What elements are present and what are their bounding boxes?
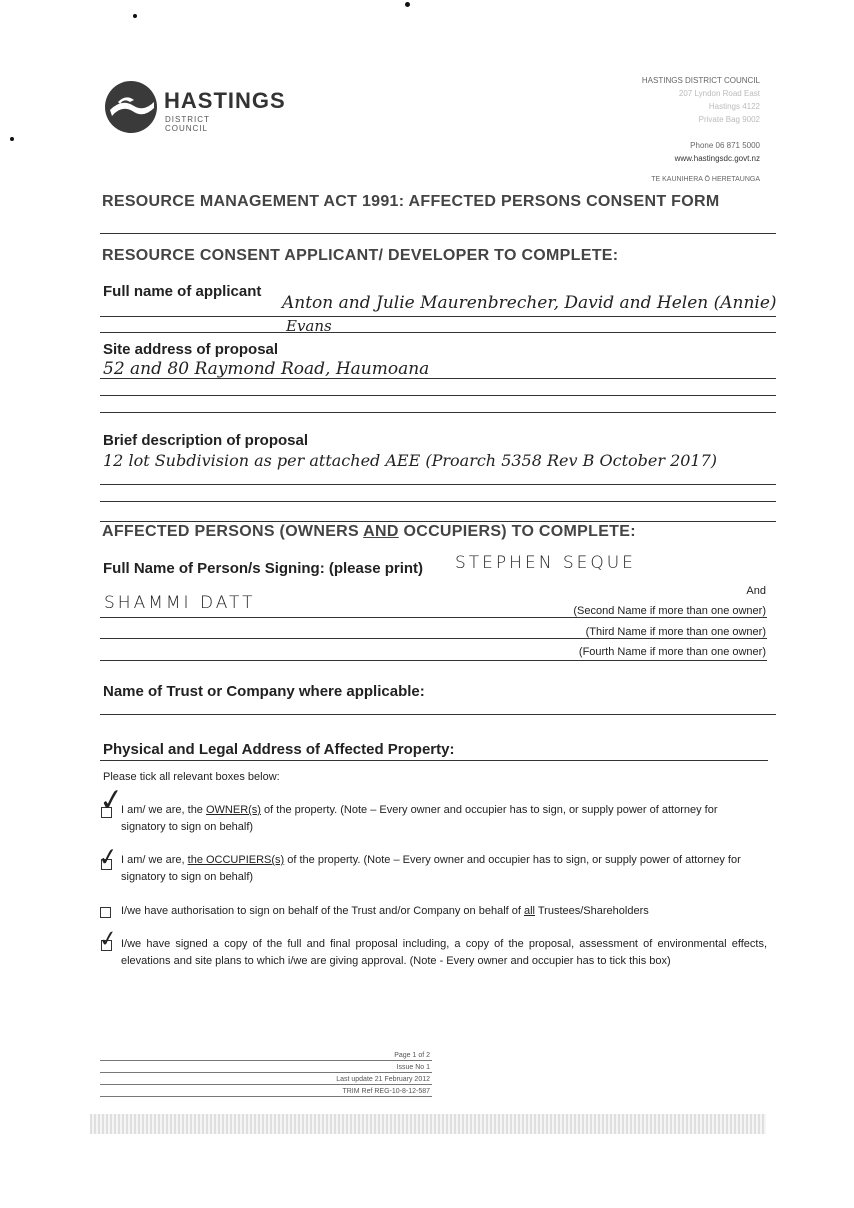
occupier-text-before: I am/ we are, — [121, 854, 188, 866]
trust-text-underlined: all — [523, 905, 535, 917]
logo-name: HASTINGS — [164, 88, 286, 113]
signer2-rule — [100, 617, 767, 618]
trust-rule — [100, 714, 776, 715]
address-label: Physical and Legal Address of Affected Property: — [103, 741, 455, 758]
site-rule3 — [100, 412, 776, 413]
occupier-checkbox-label — [121, 852, 761, 886]
section2-title-suffix: OCCUPIERS) TO COMPLETE: — [398, 523, 636, 540]
owner-checkbox-label — [121, 802, 761, 836]
council-line: Private Bag 9002 — [698, 115, 760, 124]
second-name-note: (Second Name if more than one owner) — [573, 605, 766, 617]
address-rule — [100, 760, 768, 761]
trust-text-after: Trustees/Shareholders — [535, 905, 649, 917]
section2-title — [102, 523, 636, 541]
section2-title-prefix: AFFECTED PERSONS (OWNERS — [102, 523, 364, 540]
occupier-text-after: of the property. (Note – Every owner and occupier has to sign, or supply power of attorney for signatory to sign on behalf) — [121, 854, 741, 883]
fourth-name-rule — [100, 660, 767, 661]
trust-text-before: I/we have authorisation to sign on behalf of the Trust and/or Company on behalf of — [121, 905, 524, 917]
form-title: RESOURCE MANAGEMENT ACT 1991: AFFECTED PERSONS CONSENT FORM — [102, 193, 720, 210]
desc-rule3 — [100, 521, 776, 522]
section1-title: RESOURCE CONSENT APPLICANT/ DEVELOPER TO COMPLETE: — [102, 247, 619, 264]
site-rule2 — [100, 395, 776, 396]
footer-updated: Last update 21 February 2012 — [100, 1073, 432, 1085]
proposal-text: I/we have signed a copy of the full and final proposal including, a copy of the proposal, assessment of environmental effects, elevations and site plans to which i/we are giving approval. (Note - Every owner and occupier has to tick this box) — [121, 938, 767, 967]
trust-authorisation-checkbox[interactable] — [100, 907, 111, 918]
trust-checkbox-label — [121, 903, 761, 920]
owner-text-underlined: OWNER(s) — [205, 804, 261, 816]
site-label: Site address of proposal — [103, 341, 279, 358]
signer2-value[interactable]: SHAMMI DATT — [104, 593, 256, 613]
proposal-checkbox-label — [121, 936, 767, 970]
owner-check-tick-icon: ✓ — [96, 781, 127, 820]
signing-label: Full Name of Person/s Signing: (please print) — [103, 560, 424, 577]
footer-trim: TRIM Ref REG-10-8-12-587 — [100, 1085, 432, 1097]
applicant-rule1 — [100, 316, 776, 317]
trust-label: Name of Trust or Company where applicable: — [103, 683, 425, 700]
council-line: Phone 06 871 5000 — [690, 141, 760, 150]
signer1-value[interactable]: STEPHEN SEQUE — [455, 553, 636, 573]
applicant-label: Full name of applicant — [103, 283, 262, 300]
site-value[interactable]: 52 and 80 Raymond Road, Haumoana — [103, 359, 430, 379]
fourth-name-note: (Fourth Name if more than one owner) — [578, 646, 766, 658]
tick-instruction: Please tick all relevant boxes below: — [103, 771, 280, 783]
desc-label: Brief description of proposal — [103, 432, 309, 449]
scan-speck — [405, 2, 410, 7]
occupier-check-tick-icon: ✓ — [96, 841, 120, 873]
logo-emblem-icon — [104, 80, 158, 134]
council-line: www.hastingsdc.govt.nz — [674, 154, 760, 163]
footer-page: Page 1 of 2 — [100, 1050, 432, 1061]
desc-value[interactable]: 12 lot Subdivision as per attached AEE (Proarch 5358 Rev B October 2017) — [103, 451, 718, 470]
and-label: And — [746, 585, 766, 597]
scan-speck — [10, 137, 14, 141]
council-line: HASTINGS DISTRICT COUNCIL — [641, 76, 760, 85]
applicant-value-line1[interactable]: Anton and Julie Maurenbrecher, David and Helen (Annie) — [282, 293, 777, 313]
occupier-text-underlined: the OCCUPIERS(s) — [187, 854, 285, 866]
council-address — [642, 74, 760, 186]
footer-issue: Issue No 1 — [100, 1061, 432, 1073]
council-line — [642, 126, 760, 139]
desc-rule2 — [100, 501, 776, 502]
council-line: 207 Lyndon Road East — [678, 89, 760, 98]
council-line: Hastings 4122 — [708, 102, 760, 111]
footer-block — [100, 1050, 432, 1097]
third-name-rule — [100, 638, 767, 639]
third-name-note: (Third Name if more than one owner) — [585, 626, 766, 638]
applicant-rule2 — [100, 332, 776, 333]
title-rule — [100, 233, 776, 234]
desc-rule1 — [100, 484, 776, 485]
proposal-check-tick-icon: ✓ — [97, 925, 120, 954]
scan-speck — [133, 14, 137, 18]
applicant-value-line2[interactable]: Evans — [286, 317, 332, 335]
section2-title-and: AND — [363, 523, 399, 540]
owner-text-before: I am/ we are, the — [121, 804, 206, 816]
council-line: TE KAUNIHERA Ō HERETAUNGA — [651, 176, 760, 183]
site-rule1 — [100, 378, 776, 379]
scan-artifact-strip — [90, 1114, 766, 1134]
council-line — [642, 165, 760, 173]
owner-text-after: of the property. (Note – Every owner and occupier has to sign, or supply power of attorney for signatory to sign on behalf) — [121, 804, 718, 833]
logo-sub: DISTRICT COUNCIL — [165, 115, 210, 133]
